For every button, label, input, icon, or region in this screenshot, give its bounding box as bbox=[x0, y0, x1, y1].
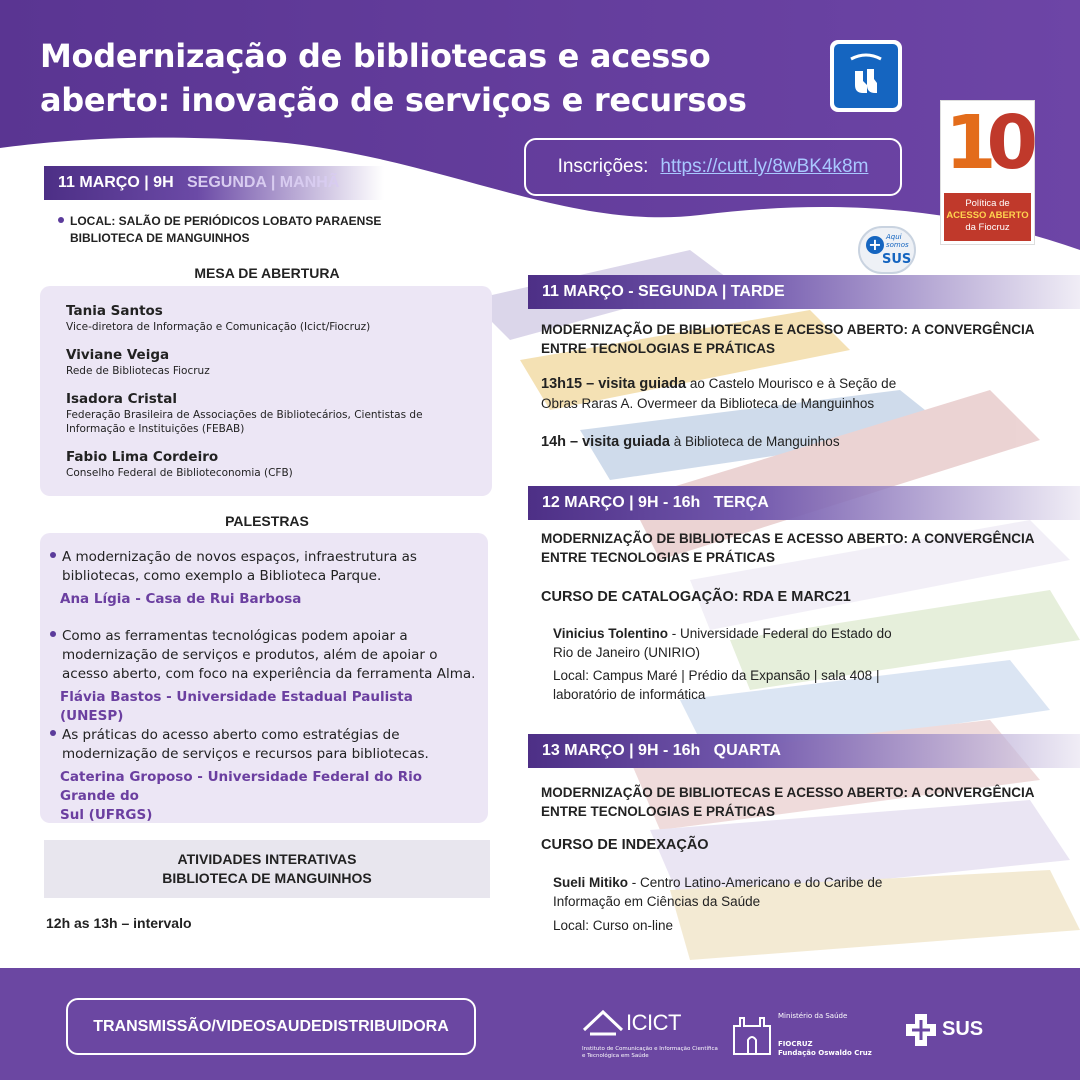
inscricoes-box bbox=[524, 138, 902, 196]
ten-years-badge bbox=[940, 100, 1035, 245]
talk-3: As práticas do acesso aberto como estratégias de modernização de serviços e recursos para bibliotecas. Caterina Groposo - Universidade Federal do Rio Grande do Sul (UFRGS) bbox=[50, 726, 480, 825]
person-tania: Tania Santos Vice-diretora de Informação e Comunicação (Icict/Fiocruz) bbox=[66, 303, 371, 333]
day2-local: Local: Campus Maré | Prédio da Expansão | sala 408 | laboratório de informática bbox=[553, 668, 880, 702]
day3-bar: 13 MARÇO | 9H - 16h QUARTA bbox=[528, 734, 1080, 768]
day3-speaker: Sueli Mitiko - Centro Latino-Americano e do Caribe de Informação em Ciências da Saúde bbox=[553, 875, 883, 909]
transmissao-button[interactable]: TRANSMISSÃO/VIDEOSAUDEDISTRIBUIDORA bbox=[66, 998, 476, 1055]
atividades-box: ATIVIDADES INTERATIVAS BIBLIOTECA DE MANGUINHOS bbox=[44, 840, 490, 898]
day2-speaker: Vinicius Tolentino - Universidade Federal do Estado do Rio de Janeiro (UNIRIO) bbox=[553, 626, 892, 660]
inscricoes-link[interactable]: https://cutt.ly/8wBK4k8m bbox=[660, 156, 869, 177]
person-viviane: Viviane Veiga Rede de Bibliotecas Fiocruz bbox=[66, 347, 210, 377]
fiocruz-castle-icon bbox=[730, 1008, 774, 1056]
day2-theme: MODERNIZAÇÃO DE BIBLIOTECAS E ACESSO ABERTO: A CONVERGÊNCIA ENTRE TECNOLOGIAS E PRÁTICAS bbox=[541, 531, 1035, 565]
talk-2: Como as ferramentas tecnológicas podem apoiar a modernização de serviços e produtos, além de apoiar o acesso aberto, com foco na experiência da ferramenta Alma. Flávia Bastos - Universidade Estadual Paulista (UNESP) bbox=[50, 627, 480, 726]
libras-hands-icon bbox=[841, 51, 891, 101]
inscricoes-label: Inscrições: bbox=[557, 156, 649, 177]
talk-1-speaker: Ana Lígia - Casa de Rui Barbosa bbox=[60, 591, 302, 607]
day1-theme: MODERNIZAÇÃO DE BIBLIOTECAS E ACESSO ABERTO: A CONVERGÊNCIA ENTRE TECNOLOGIAS E PRÁTICAS bbox=[541, 322, 1035, 356]
icict-logo-icon bbox=[582, 1008, 624, 1038]
badge-text: Política de ACESSO ABERTO da Fiocruz bbox=[944, 193, 1031, 241]
mesa-title: MESA DE ABERTURA bbox=[194, 265, 340, 281]
person-fabio: Fabio Lima Cordeiro Conselho Federal de Biblioteconomia (CFB) bbox=[66, 449, 293, 479]
fiocruz-logo: Ministério da Saúde FIOCRUZ Fundação Oswaldo Cruz bbox=[730, 1008, 774, 1060]
visit-1: 13h15 – visita guiada ao Castelo Mourisco e à Seção de Obras Raras A. Overmeer da Biblioteca de Manguinhos bbox=[541, 376, 897, 411]
talk-1: A modernização de novos espaços, infraestrutura as bibliotecas, como exemplo a Biblioteca Parque. Ana Lígia - Casa de Rui Barbosa bbox=[50, 548, 480, 609]
day3-local: Local: Curso on-line bbox=[553, 918, 674, 933]
person-isadora: Isadora Cristal Federação Brasileira de Associações de Bibliotecários, Cientistas de Informação e Instituições (FEBAB) bbox=[66, 391, 423, 435]
sus-cross-icon bbox=[904, 1012, 938, 1048]
talk-2-speaker: Flávia Bastos - Universidade Estadual Paulista (UNESP) bbox=[60, 689, 413, 724]
day3-theme: MODERNIZAÇÃO DE BIBLIOTECAS E ACESSO ABERTO: A CONVERGÊNCIA ENTRE TECNOLOGIAS E PRÁTICAS bbox=[541, 785, 1035, 819]
day1-afternoon-bar: 11 MARÇO - SEGUNDA | TARDE bbox=[528, 275, 1080, 309]
palestras-title: PALESTRAS bbox=[225, 513, 309, 529]
talk-3-speaker: Caterina Groposo - Universidade Federal do Rio Grande do bbox=[60, 769, 423, 804]
day1-local: LOCAL: SALÃO DE PERIÓDICOS LOBATO PARAENSE BIBLIOTECA DE MANGUINHOS bbox=[58, 213, 381, 247]
palestras-panel bbox=[40, 533, 488, 823]
visit-2: 14h – visita guiada à Biblioteca de Manguinhos bbox=[541, 434, 840, 450]
page-title: Modernização de bibliotecas e acesso aberto: inovação de serviços e recursos bbox=[40, 37, 747, 119]
icict-logo: ICICT Instituto de Comunicação e Informação Científica e Tecnológica em Saúde bbox=[582, 1010, 718, 1059]
day3-curso: CURSO DE INDEXAÇÃO bbox=[541, 837, 709, 853]
day1-morning-bar: 11 MARÇO | 9H SEGUNDA | MANHÃ bbox=[44, 166, 384, 200]
badge-anos: ANOS bbox=[981, 185, 1004, 193]
sus-plus-icon: + bbox=[866, 236, 884, 254]
mesa-panel bbox=[40, 286, 492, 496]
intervalo: 12h as 13h – intervalo bbox=[46, 915, 192, 931]
day2-curso: CURSO DE CATALOGAÇÃO: RDA E MARC21 bbox=[541, 589, 851, 605]
aqui-somos-sus-badge: + Aqui somos SUS bbox=[858, 226, 916, 274]
libras-badge bbox=[830, 40, 902, 112]
ten-digits: 10 bbox=[945, 100, 1028, 186]
sus-logo: SUS bbox=[904, 1012, 938, 1052]
day2-bar: 12 MARÇO | 9H - 16h TERÇA bbox=[528, 486, 1080, 520]
